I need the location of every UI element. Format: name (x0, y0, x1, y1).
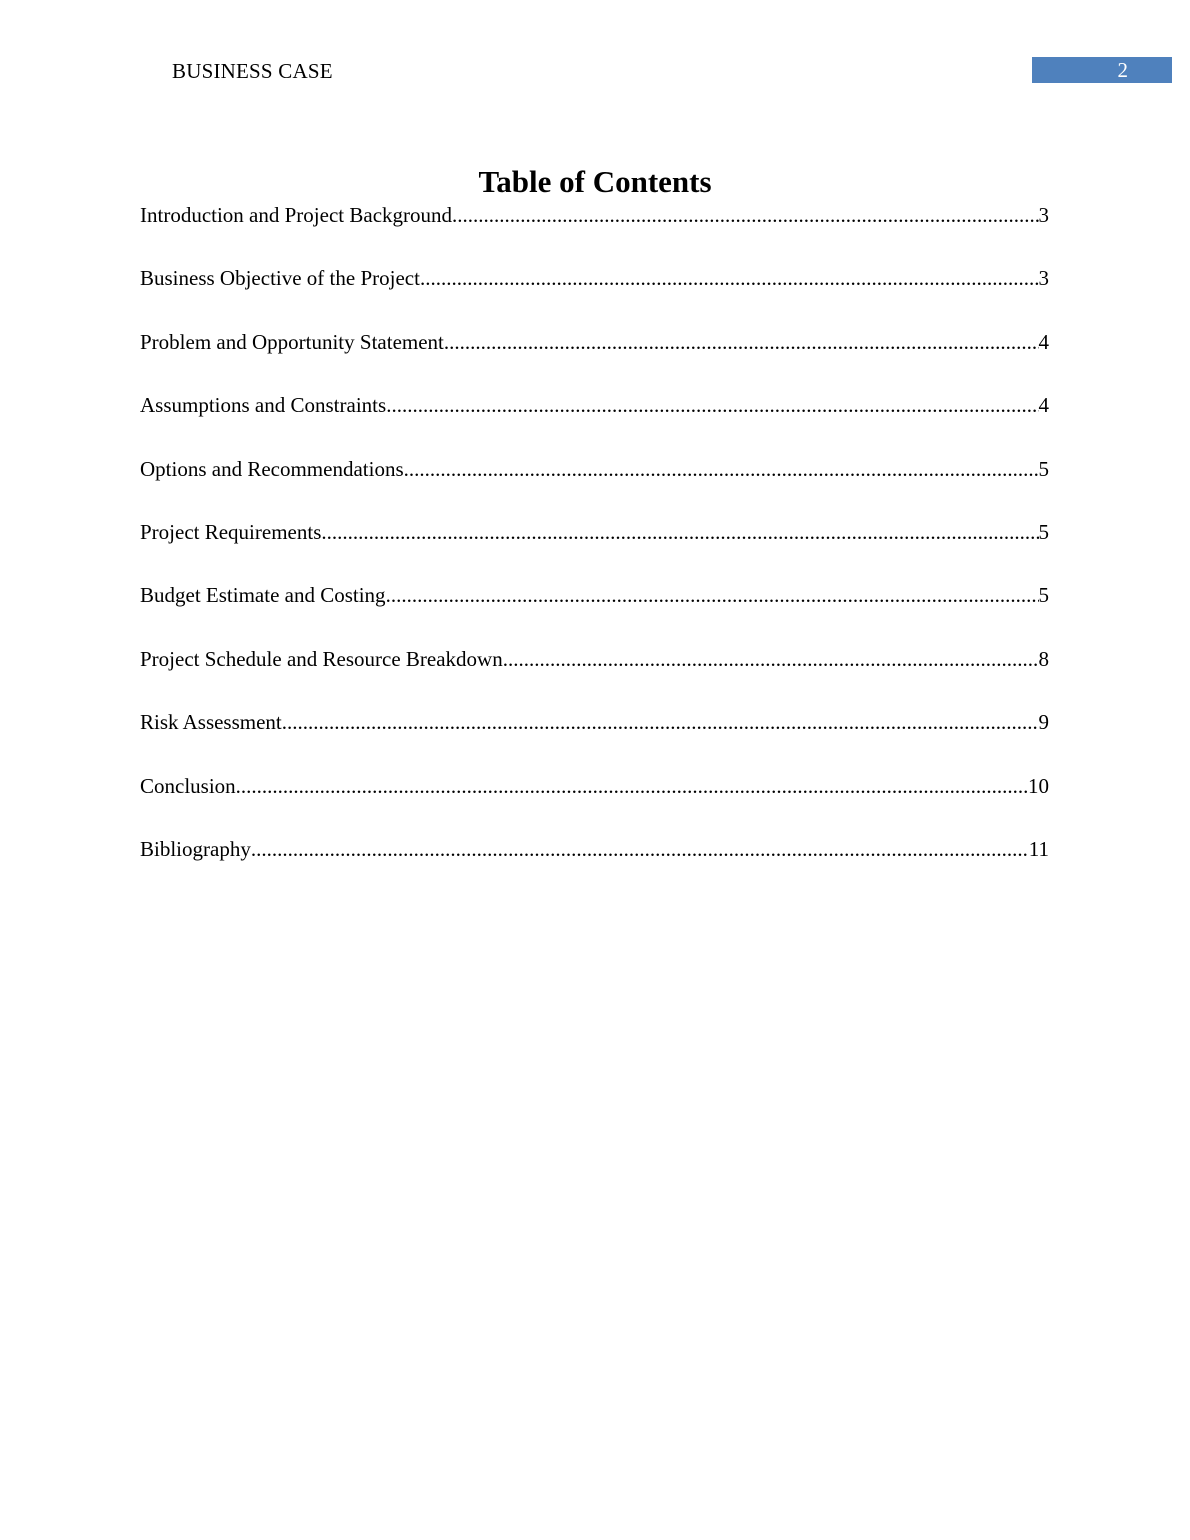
toc-entry-problem-opportunity[interactable] (140, 328, 1049, 391)
toc-entry-page: 4 (1038, 329, 1049, 354)
toc-entry-business-objective[interactable] (140, 264, 1049, 327)
toc-dot-leader (282, 708, 1039, 736)
toc-entry-label: Business Objective of the Project (140, 266, 420, 291)
toc-dot-leader (386, 581, 1039, 609)
toc-entry-requirements[interactable] (140, 518, 1049, 581)
toc-entry-page: 5 (1038, 519, 1049, 544)
toc-entry-conclusion[interactable] (140, 772, 1049, 835)
toc-entry-assumptions[interactable] (140, 391, 1049, 454)
toc-entry-page: 9 (1038, 710, 1049, 735)
toc-entry-label: Project Requirements (140, 519, 322, 544)
toc-dot-leader (452, 201, 1038, 229)
toc-entry-label: Introduction and Project Background (140, 203, 453, 227)
header-title: BUSINESS CASE (172, 59, 333, 83)
toc-dot-leader (503, 645, 1039, 673)
toc-title: Table of Contents (478, 164, 712, 199)
toc-entry-budget[interactable] (140, 581, 1049, 644)
page-number: 2 (1117, 58, 1128, 82)
toc-list (140, 201, 1049, 898)
toc-entry-page: 3 (1038, 266, 1049, 291)
toc-dot-leader (321, 518, 1038, 546)
toc-dot-leader (251, 835, 1029, 863)
page-number-badge (1032, 57, 1172, 83)
toc-entry-label: Problem and Opportunity Statement (140, 329, 444, 354)
toc-entry-label: Assumptions and Constraints (140, 393, 387, 418)
toc-entry-page: 3 (1038, 203, 1049, 227)
toc-entry-page: 5 (1038, 583, 1049, 608)
toc-dot-leader (404, 455, 1039, 483)
toc-entry-bibliography[interactable] (140, 835, 1049, 898)
toc-entry-risk[interactable] (140, 708, 1049, 771)
toc-entry-page: 8 (1038, 646, 1049, 671)
toc-entry-introduction[interactable] (140, 201, 1049, 264)
toc-entry-label: Risk Assessment (140, 710, 282, 735)
toc-dot-leader (386, 391, 1038, 419)
toc-entry-schedule[interactable] (140, 645, 1049, 708)
toc-entry-label: Options and Recommendations (140, 456, 404, 481)
toc-entry-options[interactable] (140, 455, 1049, 518)
toc-dot-leader (444, 328, 1039, 356)
toc-entry-page: 4 (1038, 393, 1049, 418)
toc-entry-page: 10 (1028, 773, 1049, 798)
toc-entry-page: 5 (1038, 456, 1049, 481)
toc-entry-label: Budget Estimate and Costing (140, 583, 386, 608)
toc-dot-leader (236, 772, 1028, 800)
toc-dot-leader (420, 264, 1039, 292)
toc-entry-label: Conclusion (140, 773, 236, 798)
toc-entry-label: Bibliography (140, 836, 251, 861)
toc-entry-page: 11 (1028, 836, 1049, 861)
toc-entry-label: Project Schedule and Resource Breakdown (140, 646, 503, 671)
